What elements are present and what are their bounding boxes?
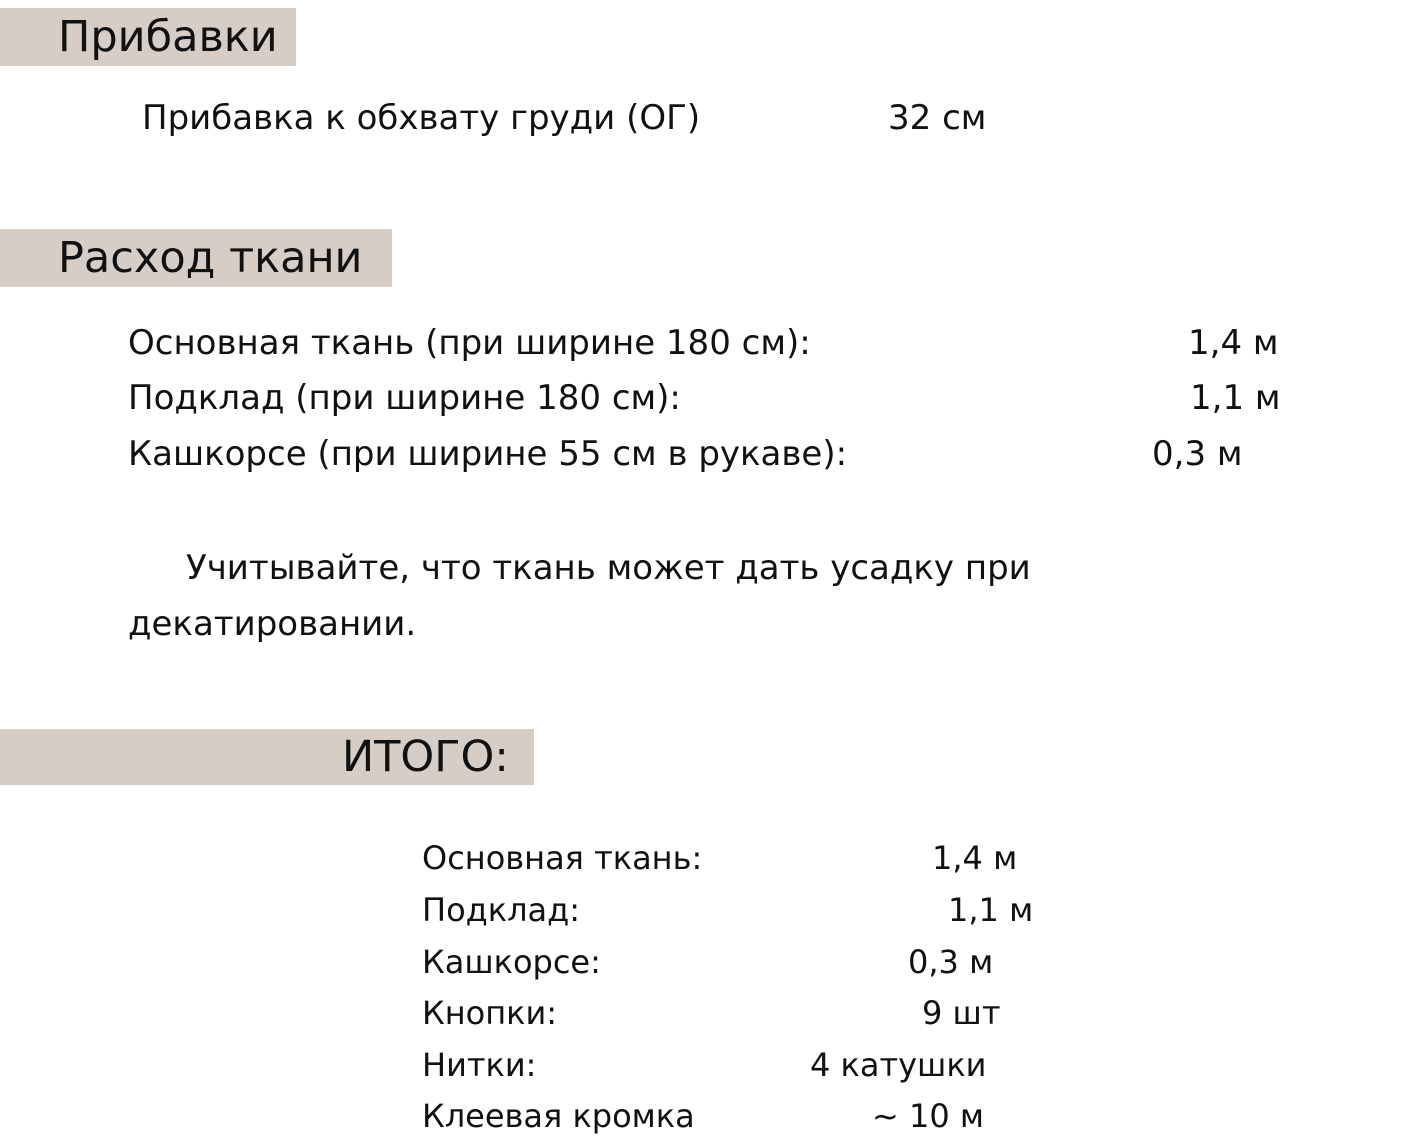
shrinkage-note: Учитывайте, что ткань может дать усадку при декатировании.	[128, 548, 1031, 644]
fabric-row-label: Подклад (при ширине 180 см):	[128, 378, 681, 418]
total-row-value: ~ 10 м	[872, 1097, 985, 1135]
total-row-value: 0,3 м	[908, 943, 994, 981]
total-row-label: Основная ткань:	[422, 839, 703, 877]
total-row-value: 4 катушки	[810, 1046, 987, 1084]
total-row-value: 1,4 м	[932, 839, 1018, 877]
allowances-heading: Прибавки	[58, 12, 278, 62]
fabric-row-label: Кашкорсе (при ширине 55 см в рукаве):	[128, 434, 848, 474]
total-row-label: Кнопки:	[422, 994, 558, 1032]
fabric-row-label: Основная ткань (при ширине 180 см):	[128, 323, 811, 363]
total-row-label: Кашкорсе:	[422, 943, 601, 981]
bust-allowance-label: Прибавка к обхвату груди (ОГ)	[142, 98, 701, 138]
totals-heading: ИТОГО:	[342, 732, 509, 782]
total-row-label: Подклад:	[422, 891, 581, 929]
total-row-label: Нитки:	[422, 1046, 537, 1084]
total-row-label: Клеевая кромка	[422, 1097, 695, 1135]
bust-allowance-value: 32 см	[888, 98, 987, 138]
fabric-heading: Расход ткани	[58, 233, 363, 283]
fabric-row-value: 1,4 м	[1188, 323, 1279, 363]
fabric-row-value: 1,1 м	[1190, 378, 1281, 418]
total-row-value: 1,1 м	[948, 891, 1034, 929]
total-row-value: 9 шт	[922, 994, 1001, 1032]
fabric-row-value: 0,3 м	[1152, 434, 1243, 474]
